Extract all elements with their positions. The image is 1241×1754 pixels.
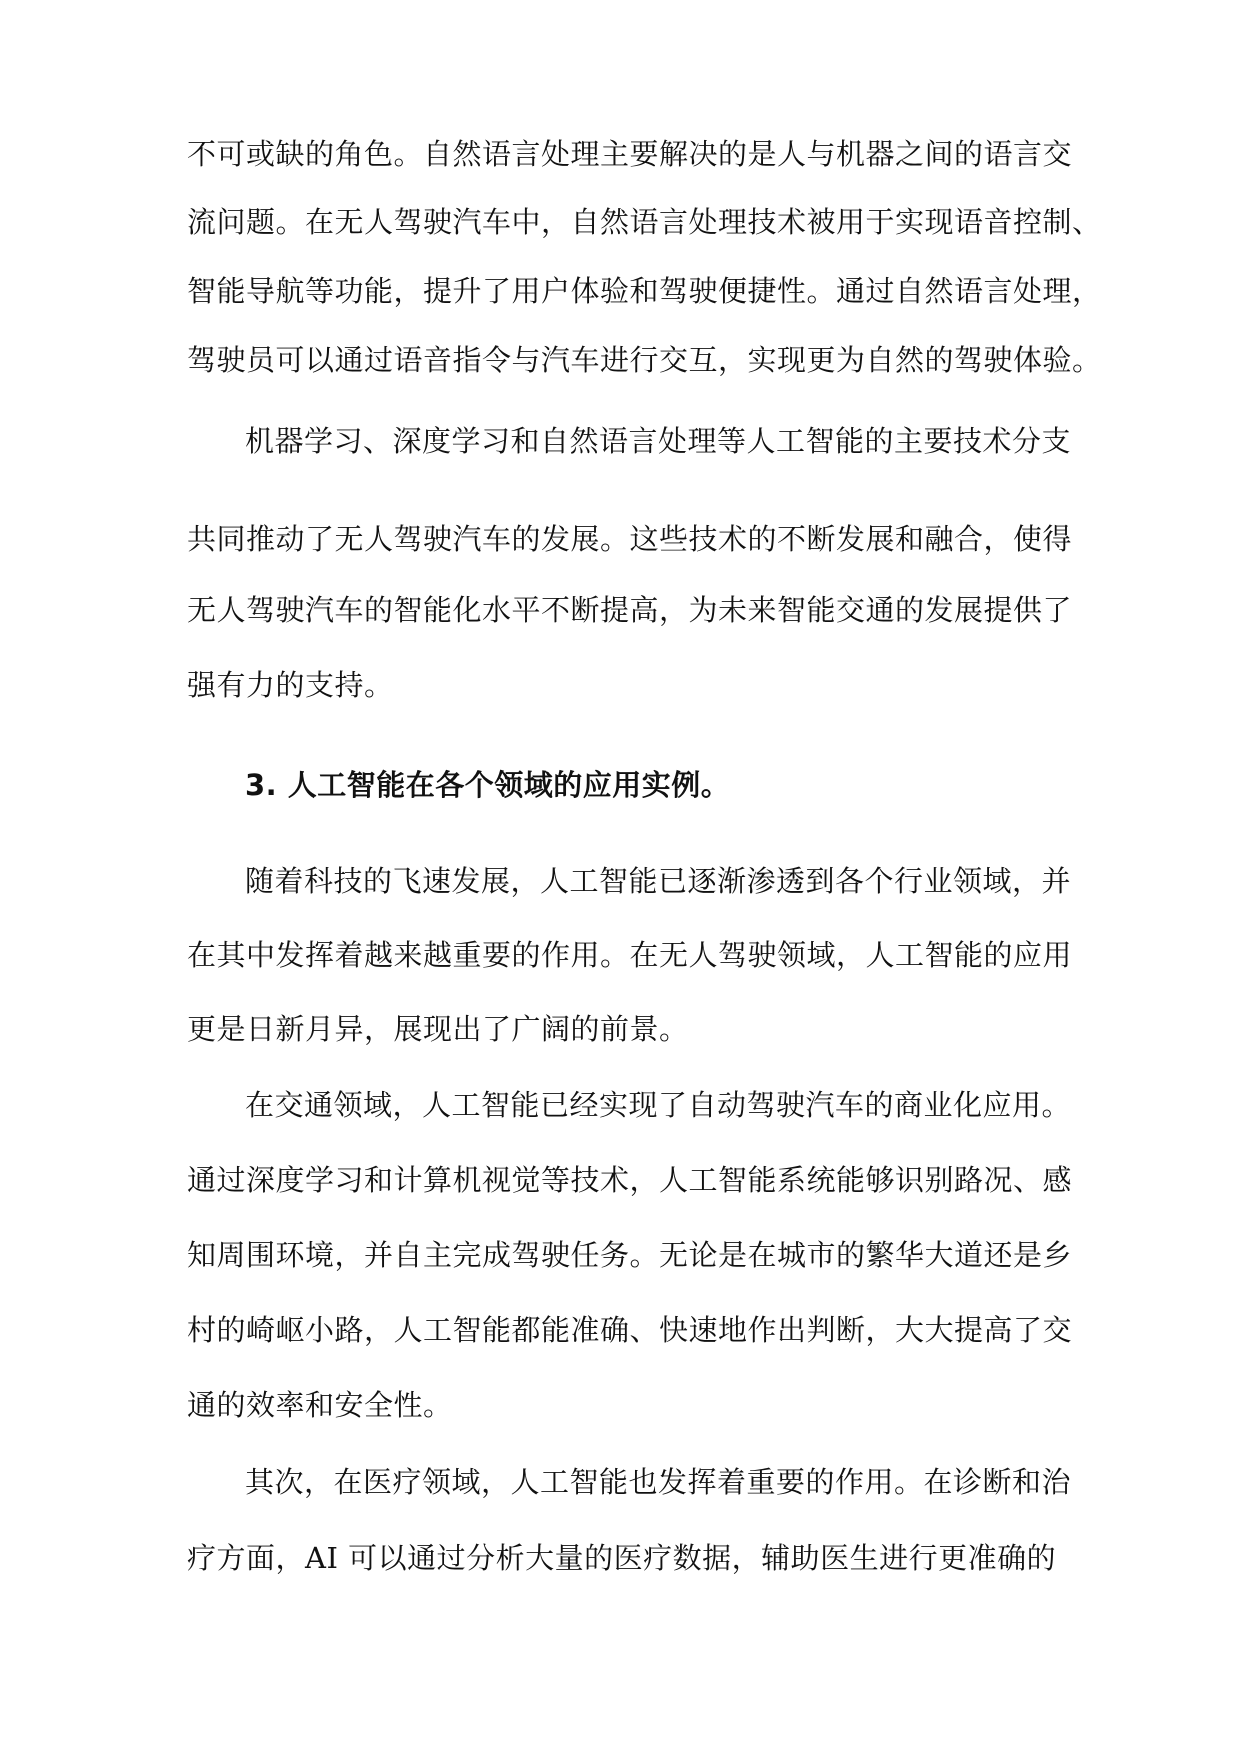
paragraph-2-line-3: 无人驾驶汽车的智能化水平不断提高，为未来智能交通的发展提供了 bbox=[187, 593, 1073, 627]
paragraph-1-line-2: 流问题。在无人驾驶汽车中，自然语言处理技术被用于实现语音控制、 bbox=[187, 205, 1102, 239]
section-paragraph-2-line-5: 通的效率和安全性。 bbox=[187, 1388, 453, 1422]
section-paragraph-3-line-1: 其次，在医疗领域，人工智能也发挥着重要的作用。在诊断和治 bbox=[245, 1465, 1072, 1499]
paragraph-2-line-2: 共同推动了无人驾驶汽车的发展。这些技术的不断发展和融合，使得 bbox=[187, 522, 1073, 556]
paragraph-2-line-4: 强有力的支持。 bbox=[187, 668, 394, 702]
section-paragraph-2-line-2: 通过深度学习和计算机视觉等技术，人工智能系统能够识别路况、感 bbox=[187, 1163, 1073, 1197]
section-paragraph-1-line-1: 随着科技的飞速发展，人工智能已逐渐渗透到各个行业领域，并 bbox=[245, 864, 1072, 898]
section-paragraph-3-line-2: 疗方面，AI 可以通过分析大量的医疗数据，辅助医生进行更准确的 bbox=[187, 1541, 1057, 1575]
paragraph-1-line-3: 智能导航等功能，提升了用户体验和驾驶便捷性。通过自然语言处理， bbox=[187, 274, 1102, 308]
section-paragraph-2-line-4: 村的崎岖小路，人工智能都能准确、快速地作出判断，大大提高了交 bbox=[187, 1313, 1073, 1347]
section-paragraph-2-line-3: 知周围环境，并自主完成驾驶任务。无论是在城市的繁华大道还是乡 bbox=[187, 1238, 1073, 1272]
paragraph-2-line-1: 机器学习、深度学习和自然语言处理等人工智能的主要技术分支 bbox=[245, 424, 1072, 458]
paragraph-1-line-4: 驾驶员可以通过语音指令与汽车进行交互，实现更为自然的驾驶体验。 bbox=[187, 343, 1102, 377]
section-paragraph-1-line-3: 更是日新月异，展现出了广阔的前景。 bbox=[187, 1012, 689, 1046]
section-paragraph-1-line-2: 在其中发挥着越来越重要的作用。在无人驾驶领域，人工智能的应用 bbox=[187, 938, 1073, 972]
section-paragraph-2-line-1: 在交通领域，人工智能已经实现了自动驾驶汽车的商业化应用。 bbox=[245, 1088, 1072, 1122]
paragraph-1-line-1: 不可或缺的角色。自然语言处理主要解决的是人与机器之间的语言交 bbox=[187, 137, 1073, 171]
section-heading: 3. 人工智能在各个领域的应用实例。 bbox=[245, 768, 731, 802]
